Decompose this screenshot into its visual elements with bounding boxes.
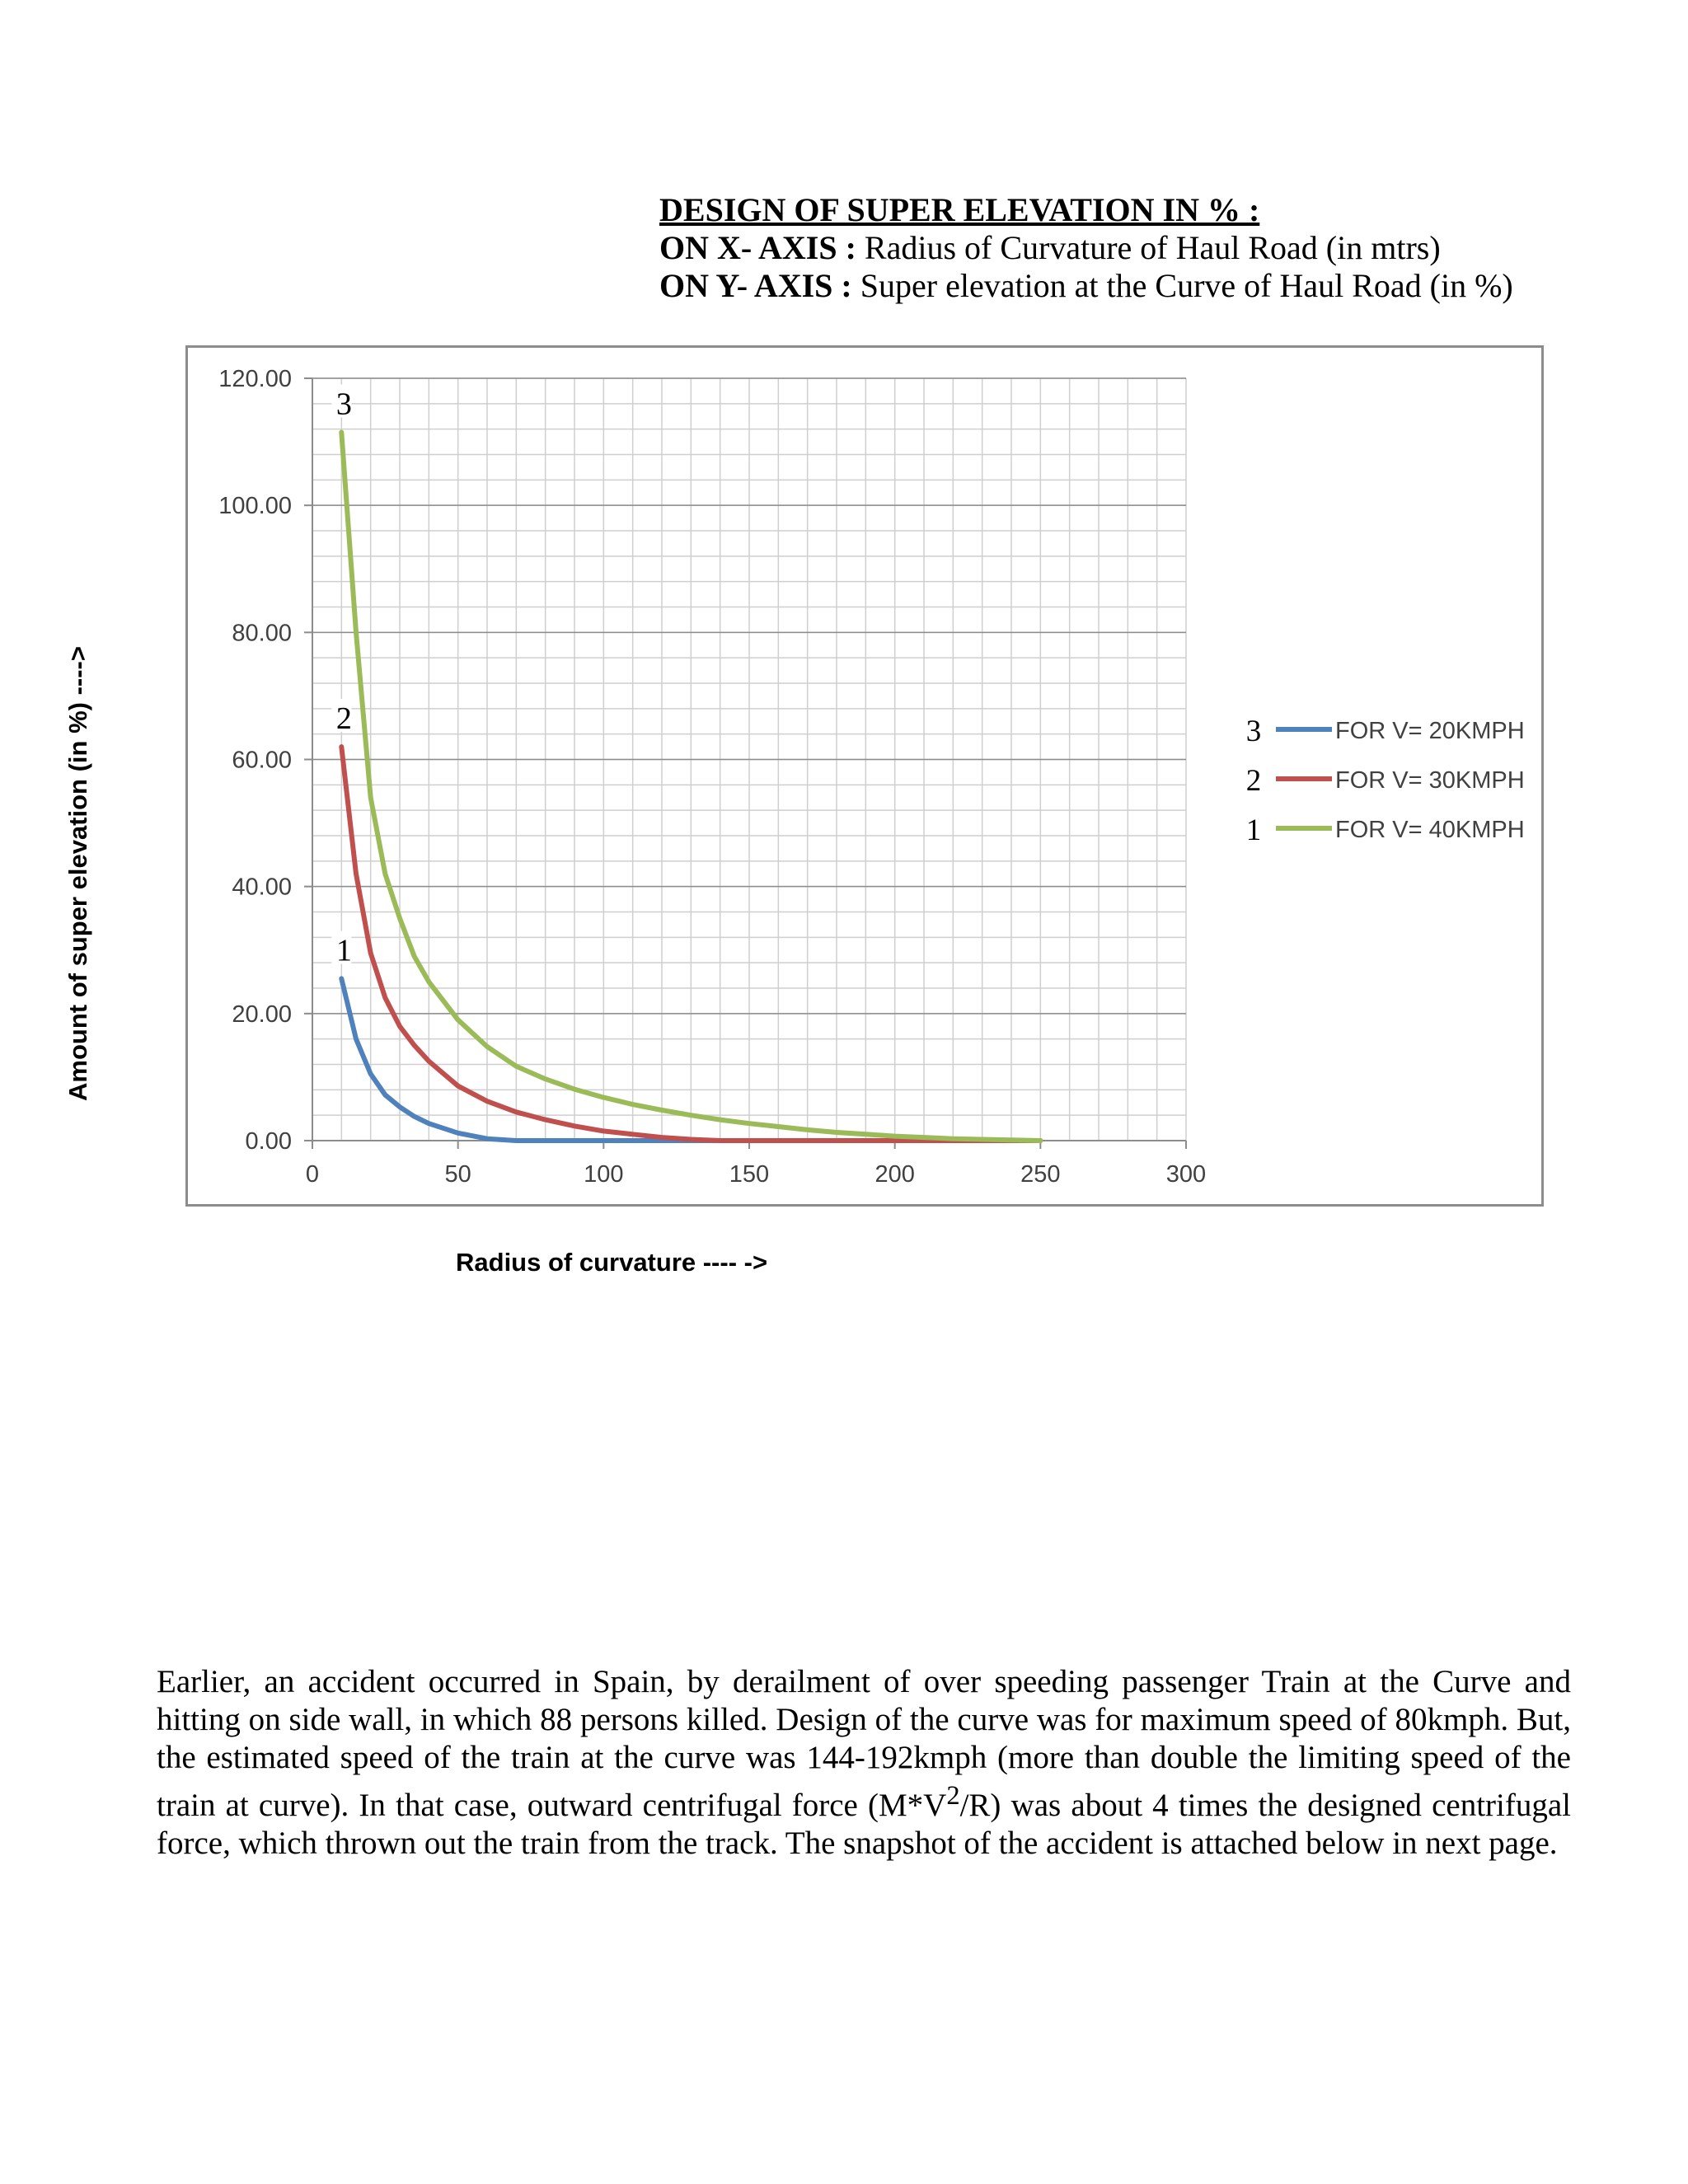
chart-area: [185, 345, 1544, 1207]
x-tick-label: 250: [1020, 1161, 1061, 1188]
x-axis-title: Radius of curvature ---- ->: [456, 1248, 768, 1277]
heading-x-axis-line: [659, 229, 1648, 267]
y-tick-label: 40.00: [232, 874, 292, 901]
x-tick-label: 300: [1165, 1161, 1207, 1188]
chart-heading: [659, 191, 1648, 305]
heading-y-axis-text: Super elevation at the Curve of Haul Road (in %): [851, 267, 1513, 304]
legend-entry: FOR V= 30KMPH: [1335, 767, 1525, 794]
y-tick-label: 120.00: [218, 366, 292, 392]
x-tick-label: 100: [584, 1161, 624, 1188]
curve-label: 1: [335, 933, 352, 968]
x-tick-label: 50: [444, 1161, 471, 1188]
x-tick-label: 200: [874, 1161, 915, 1188]
legend-entry: FOR V= 40KMPH: [1335, 817, 1525, 843]
paragraph-text-part-2: /R) was about 4 times the designed centrifugal force, which thrown out the train from the track. The snapshot of the accident is attached below in next page.: [157, 1788, 1571, 1861]
legend-entry: FOR V= 20KMPH: [1335, 718, 1525, 744]
legend-marker-number: 3: [1245, 715, 1262, 748]
y-tick-label: 60.00: [232, 747, 292, 774]
heading-x-axis-text: Radius of Curvature of Haul Road (in mtrs): [856, 229, 1441, 266]
heading-x-axis-prefix: ON X- AXIS :: [659, 229, 856, 266]
y-axis-title: Amount of super elevation (in %) ---->: [63, 646, 92, 1101]
legend-marker-number: 1: [1245, 813, 1262, 847]
y-tick-label: 0.00: [245, 1128, 292, 1155]
legend-marker-number: 2: [1245, 764, 1262, 798]
heading-title: DESIGN OF SUPER ELEVATION IN % :: [659, 191, 1260, 228]
heading-y-axis-line: [659, 267, 1648, 305]
chart-svg: [188, 348, 1541, 1204]
curve-label: 2: [335, 701, 352, 737]
curve-label: 3: [335, 387, 352, 422]
x-tick-label: 0: [305, 1161, 320, 1188]
y-tick-label: 20.00: [232, 1001, 292, 1028]
heading-y-axis-prefix: ON Y- AXIS :: [659, 267, 852, 304]
accident-paragraph: [157, 1663, 1571, 1863]
y-tick-label: 80.00: [232, 620, 292, 647]
paragraph-text-part-1: Earlier, an accident occurred in Spain, by derailment of over speeding passenger Train at the Curve and hitting on side wall, in which 88 persons killed. Design of the curve was for maximum speed of 80kmph. But, the estimated speed of the train at the curve was 144-192kmph (more than double the limiting speed of the train at curve). In that case, outward centrifugal force (M*V: [157, 1664, 1571, 1823]
paragraph-superscript: 2: [946, 1781, 960, 1811]
x-tick-label: 150: [729, 1161, 770, 1188]
y-tick-label: 100.00: [218, 493, 292, 520]
